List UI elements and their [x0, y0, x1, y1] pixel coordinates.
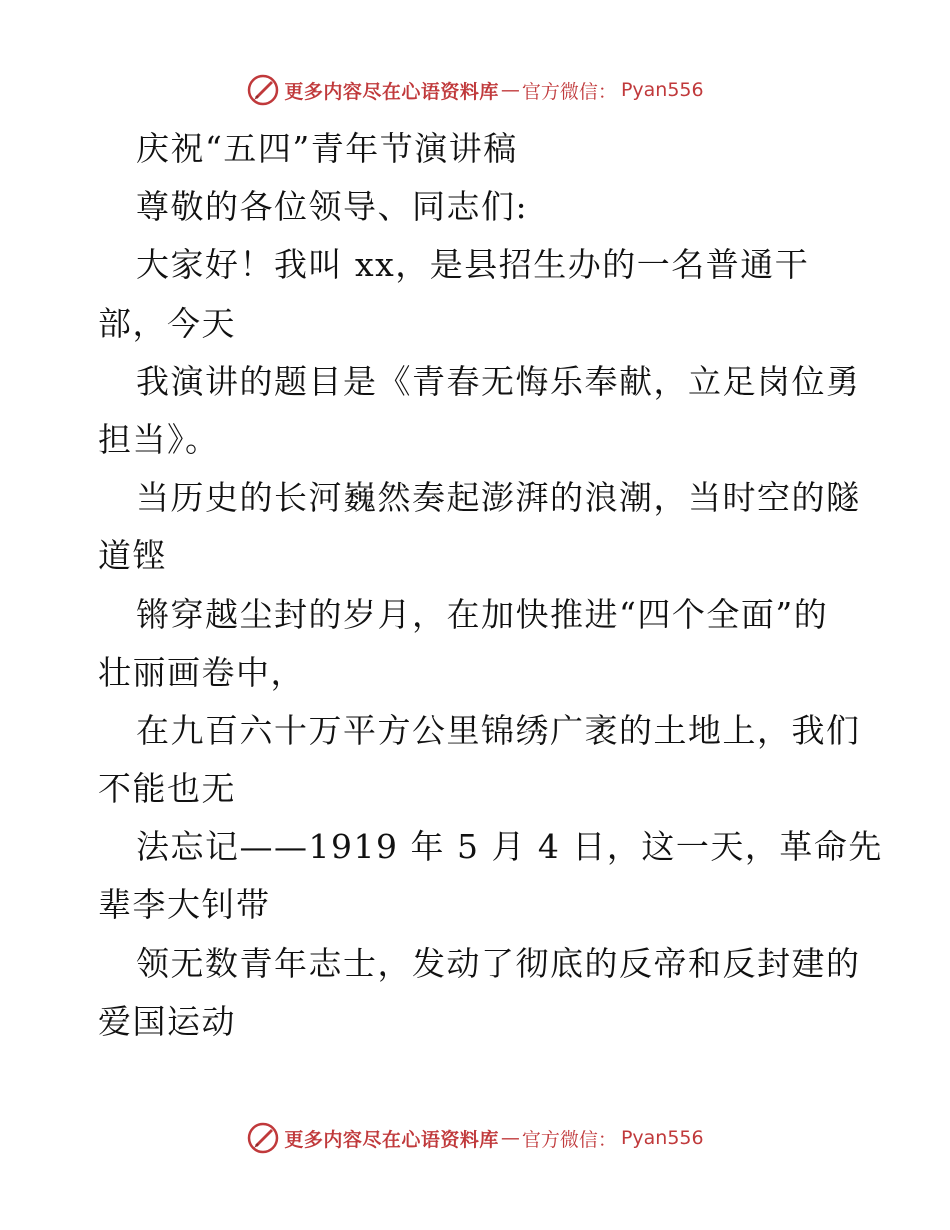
document-line: 辈李大钊带: [98, 885, 271, 925]
header-watermark-banner: [0, 70, 950, 110]
banner-title: 更多内容尽在心语资料库: [284, 1128, 499, 1151]
banner-separator: —: [500, 79, 520, 101]
footer-watermark-banner: [0, 1118, 950, 1158]
document-line: 我演讲的题目是《青春无悔乐奉献，立足岗位勇: [136, 361, 861, 401]
banner-label: 官方微信：: [521, 1128, 617, 1151]
quill-seal-logo-icon: [246, 73, 280, 107]
document-line: 不能也无: [98, 769, 236, 809]
document-line: 壮丽画卷中，: [98, 652, 305, 692]
document-line: 领无数青年志士，发动了彻底的反帝和反封建的: [136, 943, 861, 983]
quill-seal-logo-icon: [246, 1121, 280, 1155]
banner-separator: —: [500, 1127, 520, 1149]
document-line: 锵穿越尘封的岁月，在加快推进“四个全面”的: [136, 594, 829, 634]
document-line: 部，今天: [98, 303, 236, 343]
document-line: 当历史的长河巍然奏起澎湃的浪潮，当时空的隧: [136, 478, 861, 518]
banner-account: Pyan556: [620, 79, 704, 101]
document-line: 庆祝“五四”青年节演讲稿: [136, 129, 518, 168]
document-body: [98, 120, 883, 1051]
banner-label: 官方微信：: [521, 80, 617, 103]
document-line: 担当》。: [98, 419, 220, 459]
document-line: 尊敬的各位领导、同志们:: [136, 187, 529, 227]
document-line: 爱国运动: [98, 1001, 236, 1041]
banner-title: 更多内容尽在心语资料库: [284, 80, 499, 103]
document-line: 在九百六十万平方公里锦绣广袤的土地上，我们: [136, 710, 861, 750]
document-line: 道铿: [98, 536, 167, 576]
banner-account: Pyan556: [620, 1127, 704, 1149]
document-line: 大家好！我叫 xx，是县招生办的一名普通干: [136, 245, 810, 285]
document-line: 法忘记——1919 年 5 月 4 日，这一天，革命先: [136, 827, 883, 867]
